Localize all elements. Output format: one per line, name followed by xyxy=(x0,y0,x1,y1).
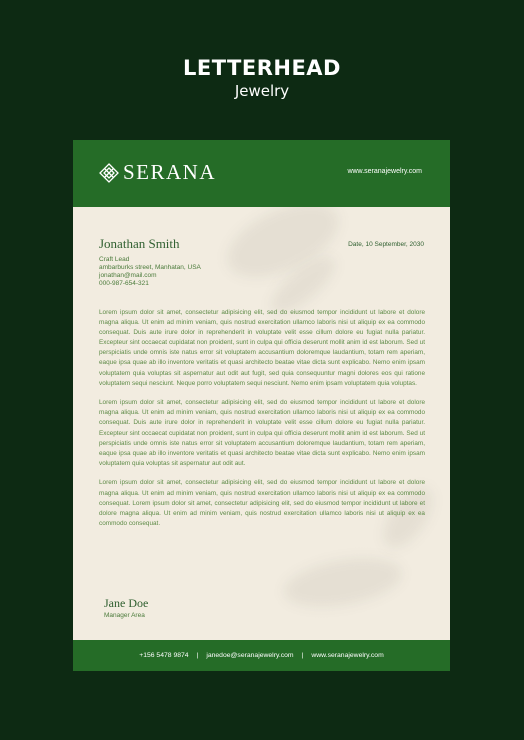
footer-separator: | xyxy=(301,652,304,659)
body-paragraph: Lorem ipsum dolor sit amet, consectetur adipisicing elit, sed do eiusmod tempor incididunt ut labore et dolore magna aliqua. Ut enim ad minim veniam, quis nostrud exercitation ullamco laboris nisi ut aliquip ex ea commodo consequat. Duis aute irure dolor in reprehenderit in voluptate velit esse cillum dolore eu fugiat nulla pariatur. Excepteur sint occaecat cupidatat non proident, sunt in culpa qui officia deserunt mollit anim id est laborum. Sed ut perspiciatis unde omnis iste natus error sit voluptatem accusantium doloremque laudantium, totam rem aperiam, eaque ipsa quae ab illo inventore veritatis et quasi architecto beatae vitae dicta sunt explicabo. Nemo enim ipsam voluptatem quia voluptas sit aspernatur aut odit aut. xyxy=(99,399,425,467)
diamond-knot-logo-icon xyxy=(99,163,119,183)
hero-title: LETTERHEAD xyxy=(183,56,341,80)
sender-name: Jonathan Smith xyxy=(99,236,180,251)
body-paragraph: Lorem ipsum dolor sit amet, consectetur adipisicing elit, sed do eiusmod tempor incididunt ut labore et dolore magna aliqua. Ut enim ad minim veniam, quis nostrud exercitation ullamco laboris nisi ut aliquip ex ea commodo consequat. Duis aute irure dolor in reprehenderit in voluptate velit esse cillum dolore eu fugiat nulla pariatur. Excepteur sint occaecat cupidatat non proident, sunt in culpa qui officia deserunt mollit anim id est laborum. Sed ut perspiciatis unde omnis iste natus error sit voluptatem accusantium doloremque laudantium, totam rem aperiam, eaque ipsa quae ab illo inventore veritatis et quasi architecto beatae vitae dicta sunt explicabo. Nemo enim ipsam voluptatem quia voluptas sit aspernatur aut odit aut fugit, sed quia consequuntur magni dolores eos qui ratione voluptatem sequi nesciunt. Neque porro voluptatem sequi nesciunt. Nemo enim ipsam voluptatem quia voluptas. xyxy=(99,309,425,387)
leaf-shadow xyxy=(280,550,406,615)
footer-email: janedoe@seranajewelry.com xyxy=(206,652,294,659)
brand-logo xyxy=(99,160,216,185)
sender-email: jonathan@mail.com xyxy=(99,272,157,280)
footer-separator: | xyxy=(196,652,199,659)
sender-contact xyxy=(99,256,201,288)
sender-phone: 000-987-654-321 xyxy=(99,280,149,288)
letter-date: Date, 10 September, 2030 xyxy=(348,241,424,248)
header-website: www.seranajewelry.com xyxy=(347,168,422,175)
hero-subtitle: Jewelry xyxy=(234,82,290,100)
brand-name: SERANA xyxy=(123,160,217,184)
letterhead-header xyxy=(73,140,450,207)
letterhead-sheet xyxy=(73,140,450,671)
footer-website: www.seranajewelry.com xyxy=(311,652,384,659)
signature-name: Jane Doe xyxy=(104,596,149,610)
sender-address: ambarburks street, Manhatan, USA xyxy=(99,264,201,272)
signature-role: Manager Area xyxy=(104,612,145,619)
letterhead-footer xyxy=(73,640,450,671)
letter-body xyxy=(99,308,425,538)
body-paragraph: Lorem ipsum dolor sit amet, consectetur adipisicing elit, sed do eiusmod tempor incididunt ut labore et dolore magna aliqua. Ut enim ad minim veniam, quis nostrud exercitation ullamco laboris nisi ut aliquip ex ea commodo consequat. Lorem ipsum dolor sit amet, consectetur adipisicing elit, sed do eiusmod tempor incididunt ut labore et dolore magna aliqua. Ut enim ad minim veniam, quis nostrud exercitation ullamco laboris nisi ut aliquip ex ea commodo consequat. xyxy=(99,479,425,527)
sender-role: Craft Lead xyxy=(99,256,130,263)
footer-phone: +156 5478 9874 xyxy=(139,652,189,659)
